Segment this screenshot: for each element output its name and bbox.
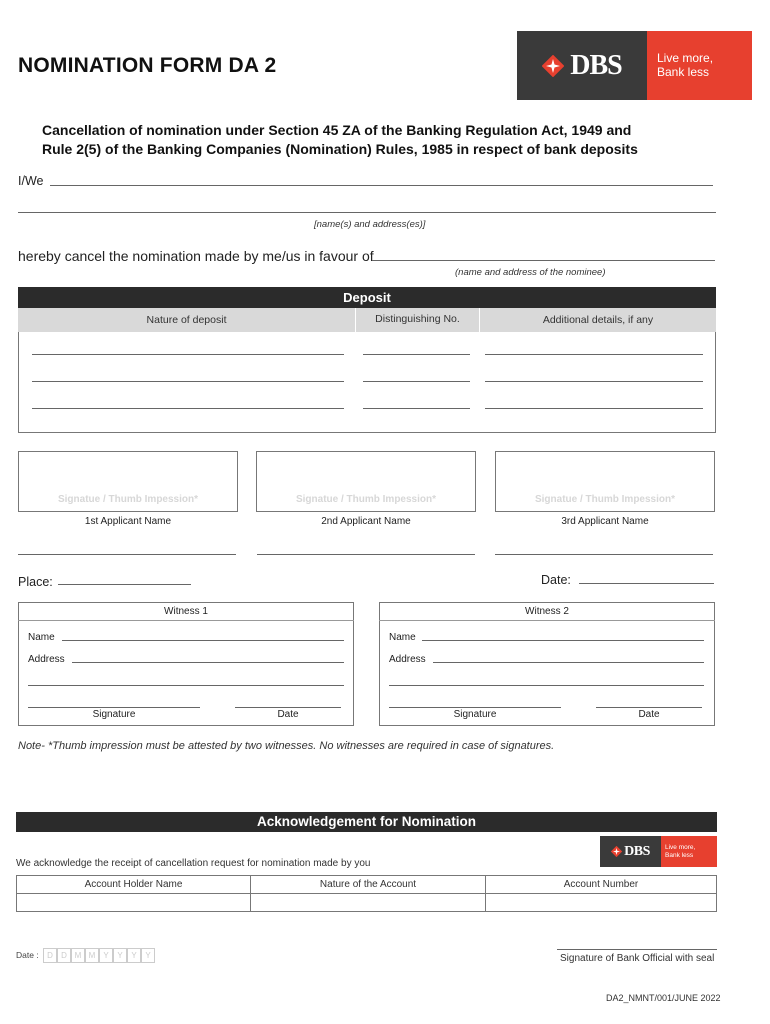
- ack-col-holder: Account Holder Name: [17, 876, 251, 893]
- logo-tagline-small: [661, 836, 717, 867]
- applicant-3-name-field[interactable]: [495, 554, 713, 555]
- logo-tagline: [647, 31, 752, 100]
- signature-placeholder: Signatue / Thumb Impession*: [295, 494, 436, 505]
- witness-2-date-field[interactable]: [596, 707, 702, 708]
- nominee-field[interactable]: [372, 260, 715, 261]
- witness-2-signature-label: Signature: [453, 709, 497, 720]
- signature-box-1[interactable]: [18, 451, 238, 512]
- applicant-2-label: 2nd Applicant Name: [321, 516, 411, 527]
- deposit-details-field-3[interactable]: [485, 408, 703, 409]
- date-cell-y2[interactable]: Y: [113, 948, 127, 963]
- witness-2-divider: [379, 620, 715, 621]
- col-nature: Nature of deposit: [146, 314, 227, 326]
- date-cell-d1[interactable]: D: [43, 948, 57, 963]
- witness-2-signature-field[interactable]: [389, 707, 561, 708]
- ack-table: [16, 875, 717, 912]
- deposit-no-field-1[interactable]: [363, 354, 470, 355]
- date-cell-y1[interactable]: Y: [99, 948, 113, 963]
- applicant-label: I/We: [18, 174, 44, 188]
- place-label: Place:: [18, 575, 53, 589]
- witness-1-address-label: Address: [28, 654, 65, 665]
- deposit-details-field-2[interactable]: [485, 381, 703, 382]
- witness-1-address-field-2[interactable]: [28, 685, 344, 686]
- logo-mark-panel: [517, 31, 647, 100]
- tagline-line1-small: Live more,: [665, 844, 696, 851]
- date-cell-y4[interactable]: Y: [141, 948, 155, 963]
- witness-1-name-field[interactable]: [62, 640, 344, 641]
- ack-header-row: [17, 876, 716, 894]
- col-distinguishing: Distinguishing No.: [355, 308, 480, 332]
- applicant-name-field[interactable]: [50, 185, 713, 186]
- ack-col-number: Account Number: [563, 879, 639, 890]
- date-label: Date:: [541, 573, 571, 587]
- witness-1-address-field[interactable]: [72, 662, 344, 663]
- signature-placeholder: Signatue / Thumb Impession*: [57, 494, 198, 505]
- ack-nature-field[interactable]: [251, 894, 486, 912]
- applicant-address-field[interactable]: [18, 212, 716, 213]
- witness-1-divider: [18, 620, 354, 621]
- witness-1-date-field[interactable]: [235, 707, 341, 708]
- signature-box-2[interactable]: [256, 451, 476, 512]
- date-cell-d2[interactable]: D: [57, 948, 71, 963]
- ack-date-label: Date :: [16, 950, 39, 960]
- dbs-star-icon: [611, 846, 622, 857]
- deposit-nature-field-3[interactable]: [32, 408, 344, 409]
- date-field[interactable]: [579, 583, 714, 584]
- deposit-title: Deposit: [18, 287, 716, 308]
- witness-2-name-field[interactable]: [422, 640, 704, 641]
- nominee-caption: (name and address of the nominee): [455, 267, 606, 278]
- applicant-1-name-field[interactable]: [18, 554, 236, 555]
- col-additional: Additional details, if any: [542, 314, 654, 326]
- form-subtitle: [42, 121, 732, 159]
- note-text: Note- *Thumb impression must be attested by two witnesses. No witnesses are required in case of signatures.: [18, 740, 555, 752]
- form-title: NOMINATION FORM DA 2: [18, 54, 277, 77]
- ack-col-nature: Nature of the Account: [251, 876, 486, 893]
- deposit-details-field-1[interactable]: [485, 354, 703, 355]
- applicant-caption: [name(s) and address(es)]: [314, 219, 426, 230]
- signature-box-3[interactable]: [495, 451, 715, 512]
- logo-mark-panel-small: [600, 836, 661, 867]
- witness-2-name-label: Name: [389, 632, 416, 643]
- cancel-label: hereby cancel the nomination made by me/us in favour of: [18, 248, 374, 264]
- witness-1-date-label: Date: [277, 709, 299, 720]
- ack-date-cells[interactable]: [43, 948, 155, 963]
- witness-1-title: Witness 1: [164, 606, 208, 617]
- tagline-line1: Live more,: [657, 51, 714, 65]
- ack-holder-field[interactable]: [17, 894, 251, 912]
- signature-placeholder: Signatue / Thumb Impession*: [534, 494, 675, 505]
- logo-text-small: DBS: [624, 843, 650, 859]
- deposit-nature-field-2[interactable]: [32, 381, 344, 382]
- bank-official-signature-label: Signature of Bank Official with seal: [560, 953, 715, 964]
- witness-2-title: Witness 2: [525, 606, 569, 617]
- ack-title: Acknowledgement for Nomination: [16, 812, 717, 832]
- witness-2-address-field-2[interactable]: [389, 685, 704, 686]
- witness-1-name-label: Name: [28, 632, 55, 643]
- dbs-logo: [517, 31, 752, 100]
- date-cell-y3[interactable]: Y: [127, 948, 141, 963]
- date-cell-m1[interactable]: M: [71, 948, 85, 963]
- ack-data-row: [17, 894, 716, 912]
- witness-1-signature-label: Signature: [92, 709, 136, 720]
- ack-number-field[interactable]: [486, 894, 716, 912]
- witness-2-address-label: Address: [389, 654, 426, 665]
- bank-official-signature-field[interactable]: [557, 949, 717, 950]
- place-field[interactable]: [58, 584, 191, 585]
- witness-1-signature-field[interactable]: [28, 707, 200, 708]
- applicant-2-name-field[interactable]: [257, 554, 475, 555]
- deposit-no-field-3[interactable]: [363, 408, 470, 409]
- deposit-no-field-2[interactable]: [363, 381, 470, 382]
- date-cell-m2[interactable]: M: [85, 948, 99, 963]
- deposit-header-row: [18, 308, 716, 332]
- witness-2-date-label: Date: [638, 709, 660, 720]
- applicant-1-label: 1st Applicant Name: [84, 516, 172, 527]
- tagline-line2-small: Bank less: [665, 851, 694, 859]
- deposit-nature-field-1[interactable]: [32, 354, 344, 355]
- ack-text: We acknowledge the receipt of cancellation request for nomination made by you: [16, 858, 371, 869]
- tagline-line2: Bank less: [657, 65, 710, 79]
- witness-2-address-field[interactable]: [433, 662, 704, 663]
- subtitle-line2: Rule 2(5) of the Banking Companies (Nomination) Rules, 1985 in respect of bank deposits: [42, 141, 638, 157]
- subtitle-line1: Cancellation of nomination under Section 45 ZA of the Banking Regulation Act, 1949 and: [42, 122, 632, 138]
- dbs-star-icon: [542, 55, 564, 77]
- applicant-3-label: 3rd Applicant Name: [561, 516, 649, 527]
- footer-code: DA2_NMNT/001/JUNE 2022: [606, 993, 721, 1003]
- dbs-logo-small: [600, 836, 717, 867]
- logo-text: DBS: [570, 49, 622, 81]
